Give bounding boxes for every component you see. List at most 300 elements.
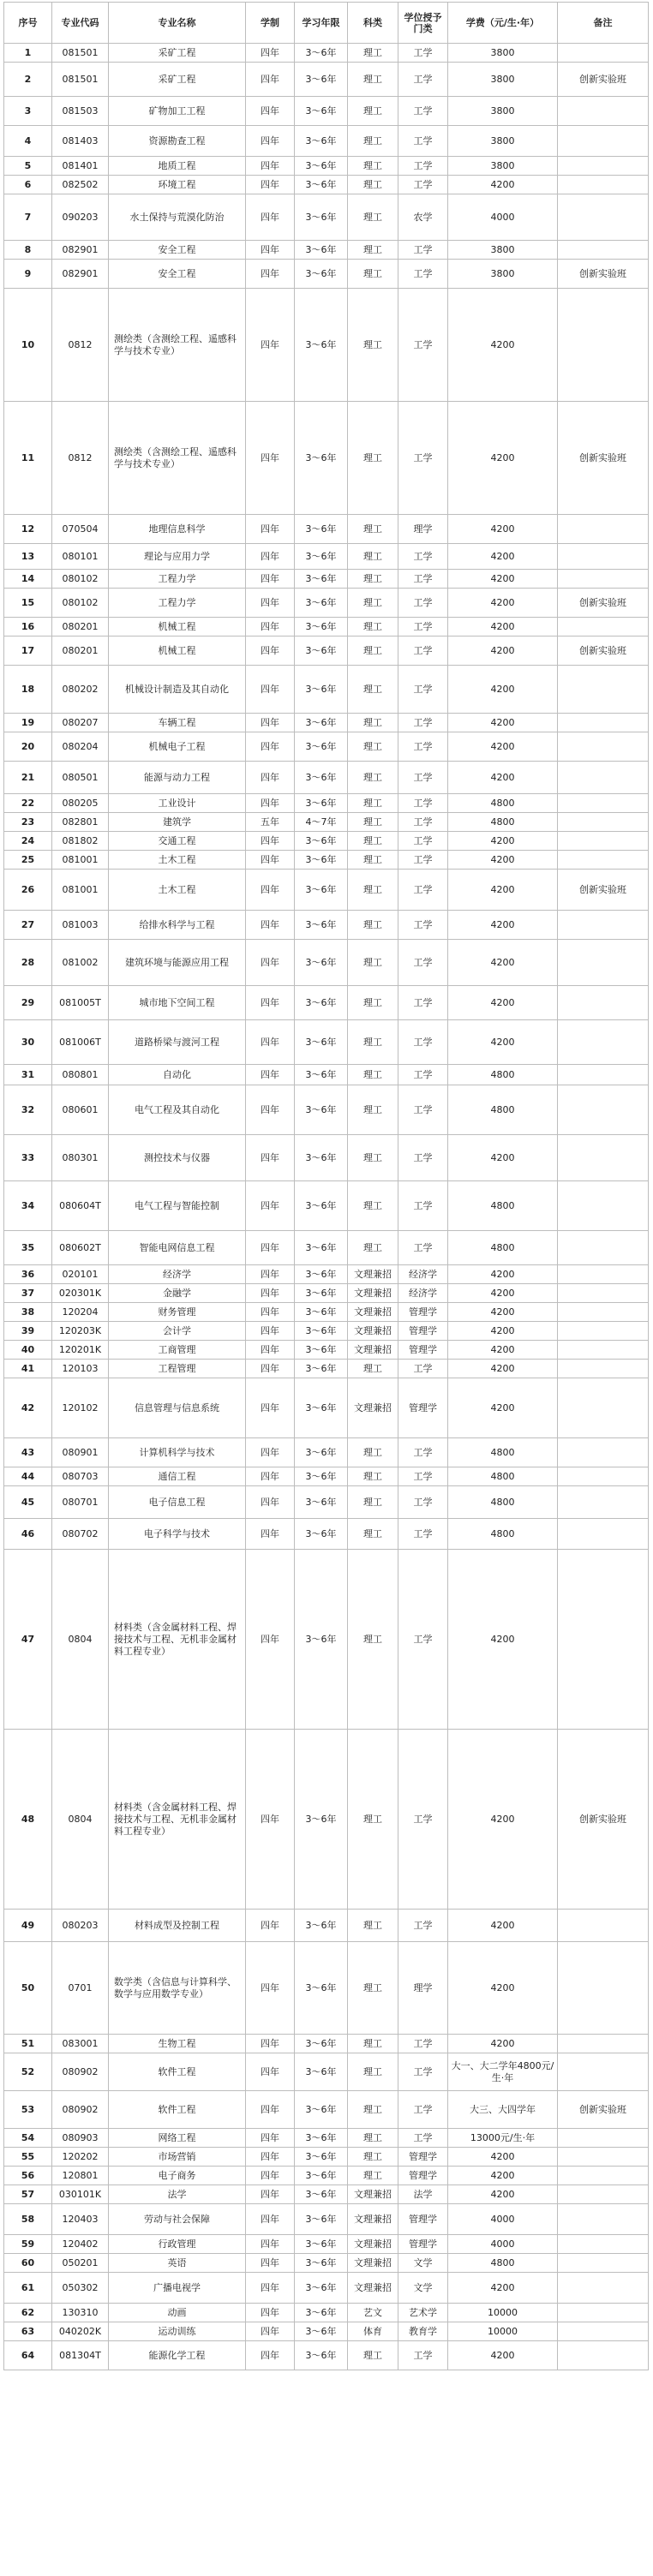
cell-category: 文理兼招 xyxy=(348,1322,398,1341)
cell-category: 理工 xyxy=(348,1519,398,1550)
cell-years: 4～7年 xyxy=(295,813,348,832)
cell-degree: 工学 xyxy=(398,44,448,63)
cell-years: 3～6年 xyxy=(295,1303,348,1322)
cell-fee: 4200 xyxy=(448,762,558,794)
cell-fee: 4200 xyxy=(448,1265,558,1284)
cell-years: 3～6年 xyxy=(295,1730,348,1910)
cell-note xyxy=(558,97,649,126)
cell-code: 090203 xyxy=(52,194,109,241)
cell-fee: 4200 xyxy=(448,986,558,1020)
cell-fee: 4200 xyxy=(448,589,558,618)
cell-fee: 3800 xyxy=(448,97,558,126)
cell-code: 080301 xyxy=(52,1135,109,1181)
cell-system: 四年 xyxy=(246,2053,295,2091)
cell-note: 创新实验班 xyxy=(558,402,649,515)
cell-degree: 工学 xyxy=(398,260,448,289)
cell-fee: 13000元/生·年 xyxy=(448,2129,558,2148)
cell-note xyxy=(558,2167,649,2185)
cell-degree: 工学 xyxy=(398,1181,448,1231)
cell-years: 3～6年 xyxy=(295,1231,348,1265)
cell-code: 130310 xyxy=(52,2304,109,2322)
cell-fee: 4200 xyxy=(448,851,558,870)
cell-years: 3～6年 xyxy=(295,2322,348,2341)
cell-degree: 工学 xyxy=(398,126,448,157)
cell-note xyxy=(558,2322,649,2341)
cell-system: 四年 xyxy=(246,515,295,544)
cell-note xyxy=(558,1378,649,1438)
cell-degree: 工学 xyxy=(398,1519,448,1550)
cell-note xyxy=(558,666,649,714)
cell-degree: 文学 xyxy=(398,2273,448,2304)
cell-category: 文理兼招 xyxy=(348,2204,398,2235)
cell-no: 59 xyxy=(4,2235,52,2254)
cell-degree: 工学 xyxy=(398,570,448,589)
cell-degree: 工学 xyxy=(398,2341,448,2370)
cell-degree: 工学 xyxy=(398,589,448,618)
cell-code: 080602T xyxy=(52,1231,109,1265)
cell-code: 080801 xyxy=(52,1065,109,1085)
cell-name: 资源勘查工程 xyxy=(109,126,246,157)
cell-fee: 4800 xyxy=(448,794,558,813)
cell-years: 3～6年 xyxy=(295,2341,348,2370)
cell-degree: 工学 xyxy=(398,2129,448,2148)
cell-code: 081006T xyxy=(52,1020,109,1065)
table-row xyxy=(4,570,649,589)
cell-note xyxy=(558,1020,649,1065)
cell-years: 3～6年 xyxy=(295,1942,348,2035)
cell-no: 1 xyxy=(4,44,52,63)
cell-no: 13 xyxy=(4,544,52,570)
cell-system: 四年 xyxy=(246,911,295,940)
cell-system: 四年 xyxy=(246,1942,295,2035)
cell-code: 080207 xyxy=(52,714,109,732)
cell-degree: 法学 xyxy=(398,2185,448,2204)
cell-system: 四年 xyxy=(246,2273,295,2304)
cell-name: 电子商务 xyxy=(109,2167,246,2185)
cell-fee: 4200 xyxy=(448,1135,558,1181)
table-row xyxy=(4,1341,649,1360)
table-row xyxy=(4,794,649,813)
cell-degree: 经济学 xyxy=(398,1265,448,1284)
cell-category: 理工 xyxy=(348,813,398,832)
cell-years: 3～6年 xyxy=(295,194,348,241)
cell-code: 050302 xyxy=(52,2273,109,2304)
cell-fee: 4200 xyxy=(448,1942,558,2035)
cell-code: 080703 xyxy=(52,1467,109,1486)
cell-code: 080201 xyxy=(52,637,109,666)
table-row xyxy=(4,2341,649,2370)
cell-years: 3～6年 xyxy=(295,1322,348,1341)
cell-name: 能源与动力工程 xyxy=(109,762,246,794)
cell-code: 081001 xyxy=(52,870,109,911)
cell-fee: 大一、大二学年4800元/生·年 xyxy=(448,2053,558,2091)
cell-fee: 4200 xyxy=(448,1378,558,1438)
cell-degree: 工学 xyxy=(398,714,448,732)
cell-years: 3～6年 xyxy=(295,126,348,157)
header-row xyxy=(4,3,649,44)
cell-category: 理工 xyxy=(348,544,398,570)
cell-no: 11 xyxy=(4,402,52,515)
cell-category: 理工 xyxy=(348,97,398,126)
cell-fee: 4200 xyxy=(448,666,558,714)
cell-system: 四年 xyxy=(246,44,295,63)
cell-code: 120102 xyxy=(52,1378,109,1438)
cell-degree: 工学 xyxy=(398,1020,448,1065)
cell-system: 四年 xyxy=(246,2035,295,2053)
cell-system: 四年 xyxy=(246,870,295,911)
cell-name: 采矿工程 xyxy=(109,44,246,63)
cell-note xyxy=(558,794,649,813)
cell-code: 120201K xyxy=(52,1341,109,1360)
cell-note xyxy=(558,1303,649,1322)
cell-fee: 4800 xyxy=(448,1181,558,1231)
cell-degree: 工学 xyxy=(398,1360,448,1378)
cell-degree: 工学 xyxy=(398,97,448,126)
cell-no: 37 xyxy=(4,1284,52,1303)
table-row xyxy=(4,732,649,762)
table-row xyxy=(4,666,649,714)
cell-note xyxy=(558,762,649,794)
cell-years: 3～6年 xyxy=(295,515,348,544)
cell-fee: 4200 xyxy=(448,1341,558,1360)
cell-years: 3～6年 xyxy=(295,832,348,851)
cell-code: 120103 xyxy=(52,1360,109,1378)
cell-note xyxy=(558,289,649,402)
header-note: 备注 xyxy=(558,3,649,44)
table-row xyxy=(4,2167,649,2185)
table-row xyxy=(4,1020,649,1065)
cell-code: 080501 xyxy=(52,762,109,794)
header-name: 专业名称 xyxy=(109,3,246,44)
cell-system: 四年 xyxy=(246,544,295,570)
cell-degree: 工学 xyxy=(398,289,448,402)
cell-name: 材料成型及控制工程 xyxy=(109,1910,246,1942)
table-row xyxy=(4,911,649,940)
cell-code: 081503 xyxy=(52,97,109,126)
cell-category: 理工 xyxy=(348,126,398,157)
cell-category: 理工 xyxy=(348,1730,398,1910)
header-degree: 学位授予门类 xyxy=(398,3,448,44)
cell-degree: 工学 xyxy=(398,870,448,911)
cell-name: 机械设计制造及其自动化 xyxy=(109,666,246,714)
cell-fee: 4200 xyxy=(448,911,558,940)
cell-no: 24 xyxy=(4,832,52,851)
cell-note xyxy=(558,44,649,63)
cell-system: 四年 xyxy=(246,2129,295,2148)
cell-note xyxy=(558,1181,649,1231)
table-row xyxy=(4,1085,649,1135)
table-row xyxy=(4,289,649,402)
cell-category: 理工 xyxy=(348,1020,398,1065)
cell-note xyxy=(558,126,649,157)
cell-category: 理工 xyxy=(348,851,398,870)
table-row xyxy=(4,1550,649,1730)
cell-no: 57 xyxy=(4,2185,52,2204)
cell-category: 理工 xyxy=(348,570,398,589)
cell-note xyxy=(558,832,649,851)
cell-system: 四年 xyxy=(246,1730,295,1910)
cell-system: 四年 xyxy=(246,570,295,589)
cell-category: 理工 xyxy=(348,940,398,986)
cell-code: 030101K xyxy=(52,2185,109,2204)
header-system: 学制 xyxy=(246,3,295,44)
cell-name: 金融学 xyxy=(109,1284,246,1303)
cell-years: 3～6年 xyxy=(295,1341,348,1360)
cell-no: 47 xyxy=(4,1550,52,1730)
cell-degree: 工学 xyxy=(398,762,448,794)
cell-fee: 4200 xyxy=(448,2148,558,2167)
cell-category: 理工 xyxy=(348,1360,398,1378)
cell-years: 3～6年 xyxy=(295,97,348,126)
cell-note: 创新实验班 xyxy=(558,589,649,618)
cell-fee: 3800 xyxy=(448,63,558,97)
cell-no: 51 xyxy=(4,2035,52,2053)
table-row xyxy=(4,1284,649,1303)
cell-note xyxy=(558,851,649,870)
cell-name: 水土保持与荒漠化防治 xyxy=(109,194,246,241)
cell-fee: 4200 xyxy=(448,1303,558,1322)
cell-code: 082901 xyxy=(52,260,109,289)
cell-category: 艺文 xyxy=(348,2304,398,2322)
cell-note xyxy=(558,1265,649,1284)
cell-name: 采矿工程 xyxy=(109,63,246,97)
cell-name: 材料类（含金属材料工程、焊接技术与工程、无机非金属材料工程专业） xyxy=(109,1550,246,1730)
cell-fee: 4800 xyxy=(448,1486,558,1519)
cell-years: 3～6年 xyxy=(295,1181,348,1231)
table-row xyxy=(4,851,649,870)
cell-system: 四年 xyxy=(246,2341,295,2370)
cell-years: 3～6年 xyxy=(295,2129,348,2148)
cell-category: 理工 xyxy=(348,832,398,851)
cell-name: 城市地下空间工程 xyxy=(109,986,246,1020)
cell-note xyxy=(558,2304,649,2322)
cell-system: 四年 xyxy=(246,2091,295,2129)
cell-note xyxy=(558,1438,649,1467)
cell-note xyxy=(558,714,649,732)
cell-note xyxy=(558,570,649,589)
cell-no: 30 xyxy=(4,1020,52,1065)
cell-fee: 4200 xyxy=(448,637,558,666)
cell-fee: 4200 xyxy=(448,2341,558,2370)
cell-note xyxy=(558,1341,649,1360)
cell-degree: 管理学 xyxy=(398,1322,448,1341)
cell-fee: 3800 xyxy=(448,260,558,289)
table-row xyxy=(4,1322,649,1341)
cell-fee: 4200 xyxy=(448,515,558,544)
cell-name: 运动训练 xyxy=(109,2322,246,2341)
cell-fee: 3800 xyxy=(448,126,558,157)
cell-years: 3～6年 xyxy=(295,1467,348,1486)
table-row xyxy=(4,194,649,241)
table-row xyxy=(4,2185,649,2204)
cell-note xyxy=(558,1360,649,1378)
cell-years: 3～6年 xyxy=(295,794,348,813)
cell-fee: 4200 xyxy=(448,289,558,402)
cell-system: 四年 xyxy=(246,762,295,794)
cell-degree: 工学 xyxy=(398,1550,448,1730)
cell-years: 3～6年 xyxy=(295,260,348,289)
cell-years: 3～6年 xyxy=(295,44,348,63)
cell-name: 英语 xyxy=(109,2254,246,2273)
cell-system: 四年 xyxy=(246,1341,295,1360)
cell-no: 16 xyxy=(4,618,52,637)
table-row xyxy=(4,402,649,515)
cell-fee: 4200 xyxy=(448,832,558,851)
cell-category: 理工 xyxy=(348,1438,398,1467)
cell-degree: 工学 xyxy=(398,986,448,1020)
cell-category: 理工 xyxy=(348,260,398,289)
cell-system: 四年 xyxy=(246,2235,295,2254)
cell-note xyxy=(558,2053,649,2091)
cell-system: 四年 xyxy=(246,637,295,666)
cell-code: 120402 xyxy=(52,2235,109,2254)
cell-code: 040202K xyxy=(52,2322,109,2341)
table-row xyxy=(4,44,649,63)
cell-degree: 工学 xyxy=(398,2091,448,2129)
table-row xyxy=(4,1438,649,1467)
cell-category: 理工 xyxy=(348,589,398,618)
cell-years: 3～6年 xyxy=(295,2304,348,2322)
header-years: 学习年限 xyxy=(295,3,348,44)
cell-no: 50 xyxy=(4,1942,52,2035)
cell-category: 理工 xyxy=(348,157,398,176)
cell-note xyxy=(558,2129,649,2148)
cell-fee: 4800 xyxy=(448,2254,558,2273)
cell-no: 35 xyxy=(4,1231,52,1265)
cell-no: 48 xyxy=(4,1730,52,1910)
cell-code: 0804 xyxy=(52,1730,109,1910)
cell-years: 3～6年 xyxy=(295,2035,348,2053)
cell-fee: 4200 xyxy=(448,2167,558,2185)
cell-degree: 工学 xyxy=(398,1730,448,1910)
table-row xyxy=(4,2322,649,2341)
cell-no: 62 xyxy=(4,2304,52,2322)
cell-name: 法学 xyxy=(109,2185,246,2204)
cell-no: 56 xyxy=(4,2167,52,2185)
cell-no: 7 xyxy=(4,194,52,241)
cell-no: 40 xyxy=(4,1341,52,1360)
cell-system: 四年 xyxy=(246,63,295,97)
cell-system: 四年 xyxy=(246,97,295,126)
cell-note xyxy=(558,813,649,832)
cell-no: 22 xyxy=(4,794,52,813)
cell-system: 四年 xyxy=(246,794,295,813)
cell-category: 理工 xyxy=(348,2148,398,2167)
cell-category: 理工 xyxy=(348,2035,398,2053)
cell-years: 3～6年 xyxy=(295,2235,348,2254)
cell-fee: 4200 xyxy=(448,176,558,194)
cell-code: 080204 xyxy=(52,732,109,762)
table-row xyxy=(4,241,649,260)
cell-note xyxy=(558,2341,649,2370)
table-row xyxy=(4,618,649,637)
cell-no: 42 xyxy=(4,1378,52,1438)
cell-degree: 工学 xyxy=(398,851,448,870)
cell-fee: 4800 xyxy=(448,1231,558,1265)
cell-name: 地理信息科学 xyxy=(109,515,246,544)
table-row xyxy=(4,637,649,666)
cell-code: 0812 xyxy=(52,289,109,402)
cell-system: 四年 xyxy=(246,1181,295,1231)
cell-note xyxy=(558,515,649,544)
cell-fee: 大三、大四学年 xyxy=(448,2091,558,2129)
cell-fee: 4800 xyxy=(448,1085,558,1135)
cell-category: 理工 xyxy=(348,241,398,260)
cell-no: 26 xyxy=(4,870,52,911)
cell-system: 四年 xyxy=(246,986,295,1020)
cell-note xyxy=(558,1942,649,2035)
cell-system: 四年 xyxy=(246,1265,295,1284)
cell-no: 3 xyxy=(4,97,52,126)
cell-fee: 4000 xyxy=(448,2204,558,2235)
cell-note xyxy=(558,2254,649,2273)
table-row xyxy=(4,1135,649,1181)
cell-system: 四年 xyxy=(246,1519,295,1550)
cell-years: 3～6年 xyxy=(295,2254,348,2273)
cell-system: 四年 xyxy=(246,1378,295,1438)
cell-years: 3～6年 xyxy=(295,762,348,794)
cell-degree: 管理学 xyxy=(398,1303,448,1322)
major-table xyxy=(3,2,649,2370)
cell-fee: 4200 xyxy=(448,870,558,911)
cell-system: 四年 xyxy=(246,1135,295,1181)
table-row xyxy=(4,544,649,570)
cell-note xyxy=(558,2148,649,2167)
cell-code: 081403 xyxy=(52,126,109,157)
cell-fee: 4000 xyxy=(448,2235,558,2254)
cell-degree: 工学 xyxy=(398,732,448,762)
cell-years: 3～6年 xyxy=(295,1085,348,1135)
cell-category: 文理兼招 xyxy=(348,1265,398,1284)
cell-code: 080601 xyxy=(52,1085,109,1135)
cell-category: 理工 xyxy=(348,2129,398,2148)
cell-fee: 10000 xyxy=(448,2304,558,2322)
cell-years: 3～6年 xyxy=(295,714,348,732)
cell-degree: 工学 xyxy=(398,794,448,813)
cell-no: 20 xyxy=(4,732,52,762)
cell-degree: 工学 xyxy=(398,1135,448,1181)
cell-system: 四年 xyxy=(246,618,295,637)
cell-note xyxy=(558,1467,649,1486)
cell-note: 创新实验班 xyxy=(558,870,649,911)
cell-no: 28 xyxy=(4,940,52,986)
cell-years: 3～6年 xyxy=(295,666,348,714)
cell-code: 080102 xyxy=(52,589,109,618)
cell-category: 理工 xyxy=(348,870,398,911)
cell-category: 理工 xyxy=(348,1486,398,1519)
cell-code: 081501 xyxy=(52,63,109,97)
cell-category: 理工 xyxy=(348,2167,398,2185)
table-row xyxy=(4,97,649,126)
cell-note xyxy=(558,176,649,194)
cell-name: 机械工程 xyxy=(109,637,246,666)
cell-degree: 工学 xyxy=(398,940,448,986)
cell-name: 工商管理 xyxy=(109,1341,246,1360)
cell-code: 082502 xyxy=(52,176,109,194)
table-row xyxy=(4,2304,649,2322)
cell-system: 四年 xyxy=(246,241,295,260)
cell-name: 市场营销 xyxy=(109,2148,246,2167)
cell-fee: 4800 xyxy=(448,1519,558,1550)
cell-category: 理工 xyxy=(348,1550,398,1730)
cell-fee: 4200 xyxy=(448,1550,558,1730)
cell-note: 创新实验班 xyxy=(558,2091,649,2129)
cell-degree: 经济学 xyxy=(398,1284,448,1303)
table-row xyxy=(4,1181,649,1231)
table-row xyxy=(4,515,649,544)
cell-note xyxy=(558,241,649,260)
cell-no: 39 xyxy=(4,1322,52,1341)
